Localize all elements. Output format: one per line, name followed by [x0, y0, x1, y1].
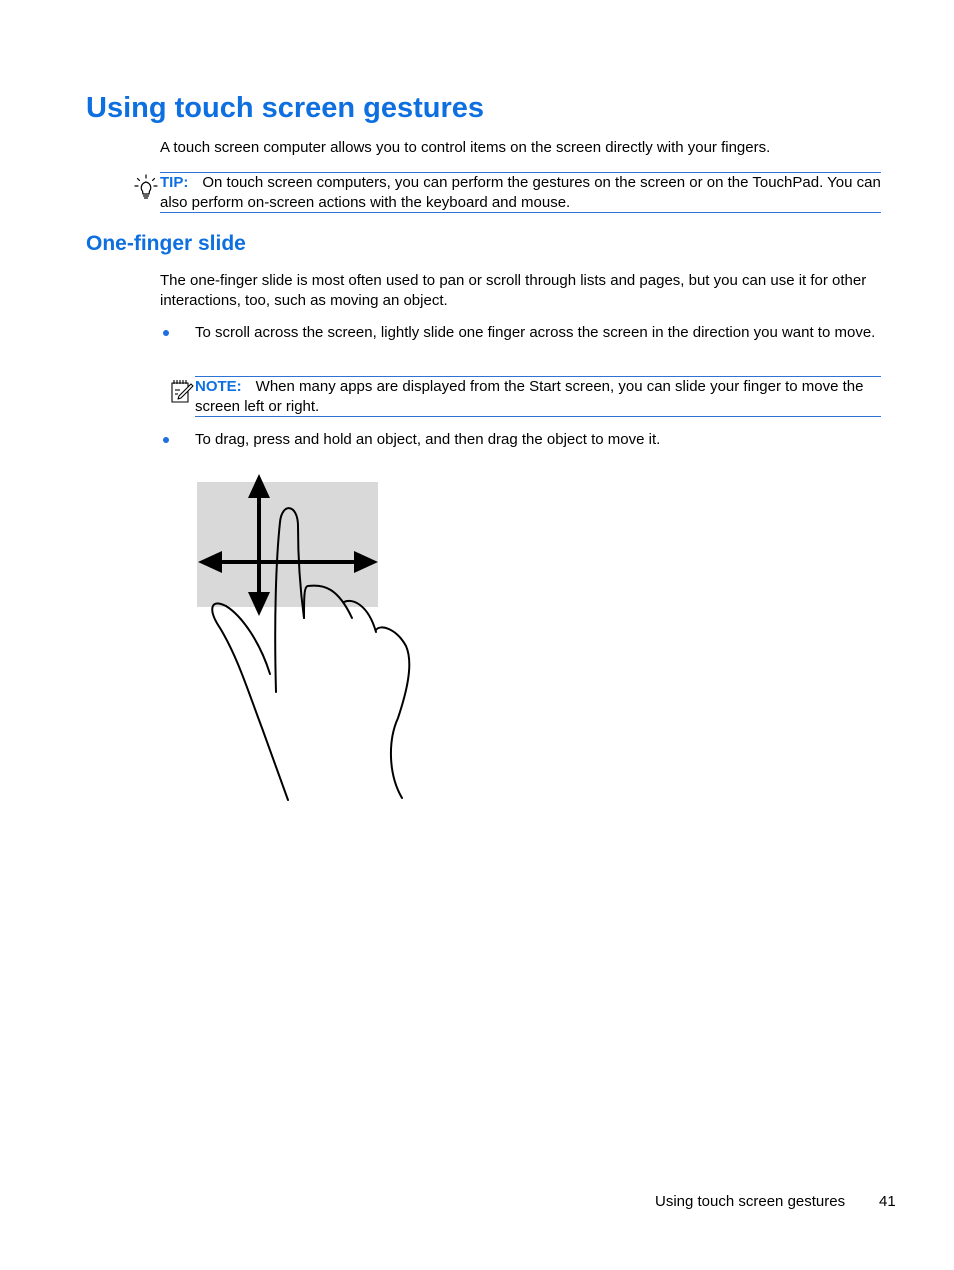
- note-pad-icon: [170, 378, 194, 409]
- list-item: To drag, press and hold an object, and then drag the object to move it.: [195, 431, 661, 448]
- lightbulb-icon: [134, 174, 158, 205]
- tip-label: TIP:: [160, 174, 189, 191]
- tip-callout: [160, 172, 881, 213]
- note-text: When many apps are displayed from the Start screen, you can slide your finger to move the screen left or right.: [195, 378, 864, 415]
- bullet-marker: [163, 330, 169, 336]
- section-description: The one-finger slide is most often used to pan or scroll through lists and pages, but you can use it for other interactions, too, such as moving an object.: [160, 272, 867, 309]
- list-item: To scroll across the screen, lightly slide one finger across the screen in the direction you want to move.: [195, 324, 876, 341]
- note-label: NOTE:: [195, 378, 242, 395]
- section-title: One-finger slide: [86, 232, 246, 255]
- touch-area: [197, 482, 378, 607]
- tip-text: On touch screen computers, you can perform the gestures on the screen or on the TouchPad. You can also perform on-screen actions with the keyboard and mouse.: [160, 174, 881, 211]
- one-finger-slide-illustration: [192, 470, 422, 815]
- bullet-marker: [163, 437, 169, 443]
- note-callout: [195, 376, 881, 417]
- page-title: Using touch screen gestures: [86, 92, 485, 124]
- intro-paragraph: A touch screen computer allows you to control items on the screen directly with your fingers.: [160, 139, 771, 156]
- footer-section-name: Using touch screen gestures: [655, 1193, 846, 1210]
- page-number: 41: [879, 1193, 896, 1210]
